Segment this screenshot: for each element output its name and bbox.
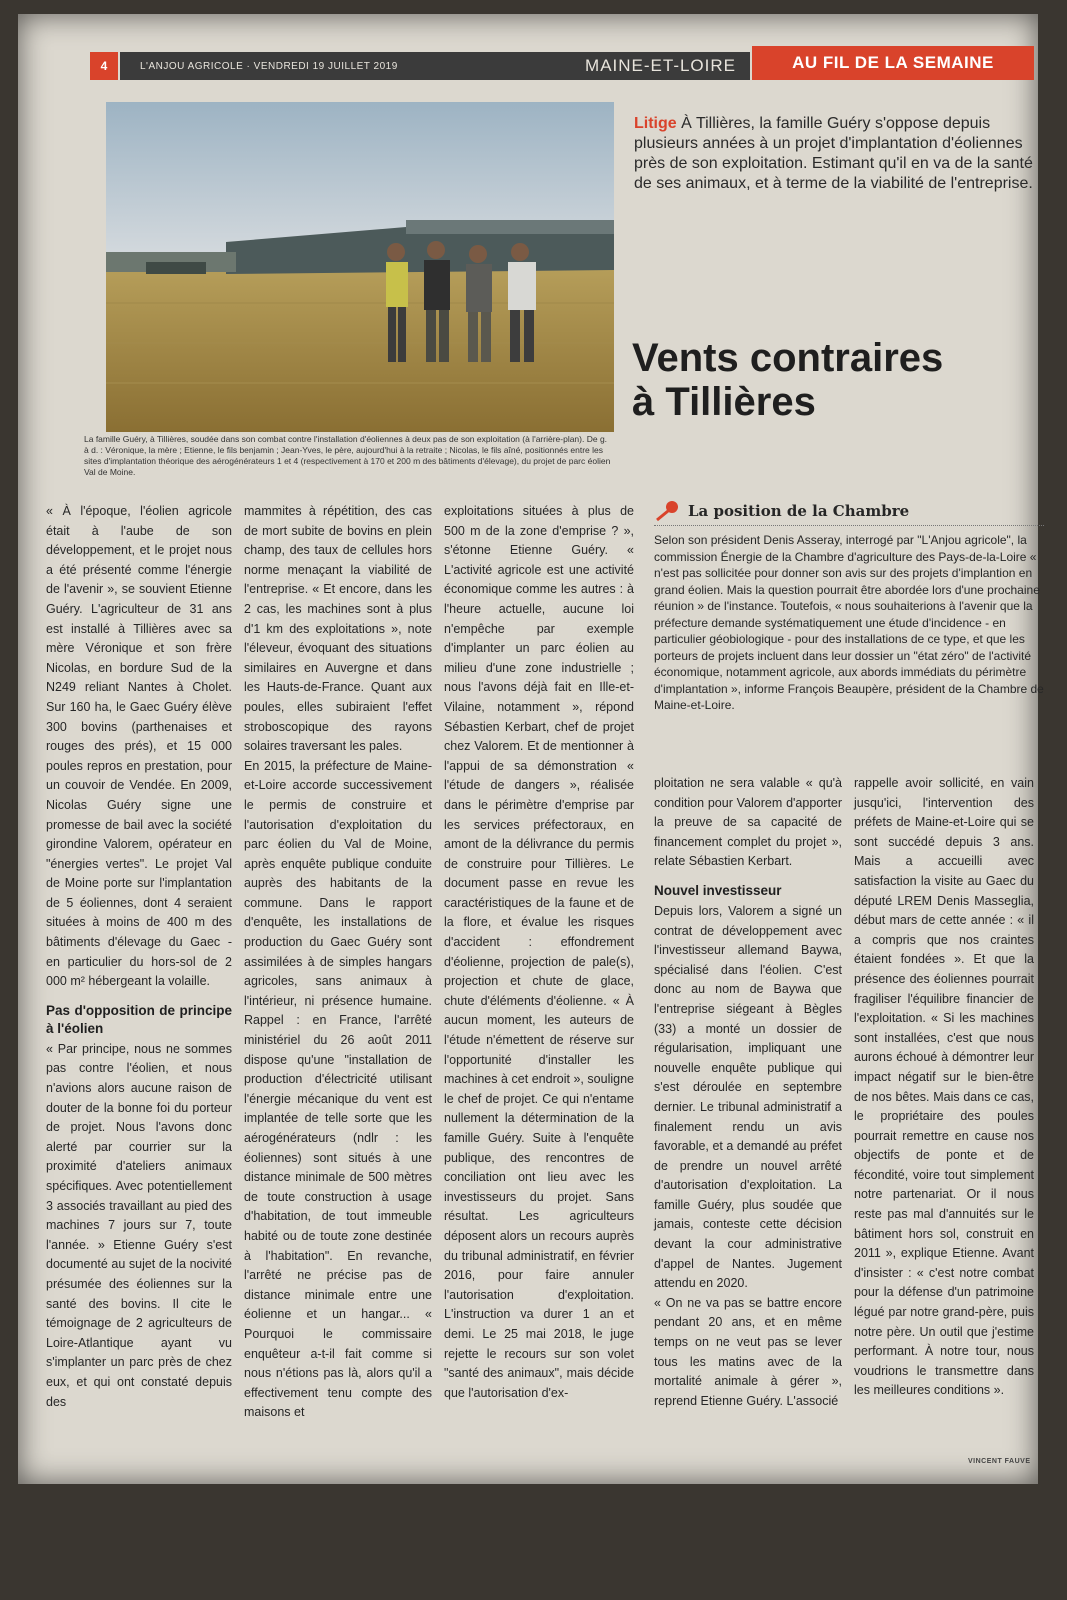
column-2-paragraph-2: En 2015, la préfecture de Maine-et-Loire accorde successivement le permis de construire et l'autorisation d'exploitation du parc éolien du Val de Moine, après enquête publique conduite auprès des habitants de la commune. Dans le rapport d'enquête, les installations de production du Gaec Guéry sont assimilées à de simples hangars agricoles, sans animaux à l'intérieur, ni présence humaine. Rappel : en France, l'arrêté ministériel du 26 août 2011 dispose qu'une "installation de production d'électricité utilisant l'énergie mécanique du vent est implantée de telle sorte que les aérogénérateurs (ndlr : les éoliennes) sont situés à une distance minimale de 500 mètres de toute construction à usage d'habitation, de tout immeuble habité ou de toute zone destinée à l'habitation". En revanche, l'arrêté ne précise pas de distance minimale entre une éolienne et un hangar... « Pourquoi le commissaire enquêteur a-t-il fait comme si nous n'étions pas là, alors qu'il a effectivement tenu compte des maisons et: [244, 758, 432, 1420]
column-1-subheading: Pas d'opposition de principe à l'éolien: [46, 1002, 232, 1036]
article-headline: [632, 336, 1052, 424]
photo-caption: La famille Guéry, à Tillières, soudée dans son combat contre l'installation d'éoliennes à deux pas de son exploitation (à l'arrière-plan). De g. à d. : Véronique, la mère ; Etienne, le fils benjamin ; Jean-Yves, le père, aujourd'hui à la retraite ; Nicolas, le fils aîné, positionnés entre les sites d'implantation théorique des aérogénérateurs 1 et 4 (respectivement à 170 et 200 m des bâtiments d'élevage), du projet de parc éolien Val de Moine.: [84, 434, 611, 477]
article-column-2: [244, 502, 432, 1423]
article-column-4: [654, 774, 842, 1411]
column-1-paragraph-1: « À l'époque, l'éolien agricole était à l'aube de son développement, et le projet nous a été présenté comme l'énergie de l'avenir », se souvient Etienne Guéry. L'agriculteur de 31 ans est installé à Tillières avec sa mère Véronique et son frère Nicolas, en bordure Sud de la N249 reliant Nantes à Cholet. Sur 160 ha, le Gaec Guéry élève 300 bovins (parthenaises et rouges des prés), et 15 000 poules repros en prestation, pour un couvoir de Vendée. En 2009, Nicolas Guéry signe une promesse de bail avec la société girondine Valorem, opérateur en "énergies vertes". Le projet Val de Moine porte sur l'implantation de 5 éoliennes, dont 4 seraient situées à moins de 400 m des bâtiments d'élevage du Gaec - en particulier du hors-sol de 2 000 m² hébergeant la volaille.: [46, 504, 232, 989]
author-signature: VINCENT FAUVE: [968, 1458, 1031, 1465]
article-intro: [634, 114, 1034, 194]
headline-line-1: Vents contraires: [632, 336, 944, 380]
page-header: [90, 44, 1034, 84]
article-column-3: [444, 502, 634, 1403]
family-photo: [106, 102, 614, 432]
page-number: 4: [90, 52, 118, 80]
photo-illustration: [106, 102, 614, 432]
column-1-paragraph-2: « Par principe, nous ne sommes pas contre l'éolien, et nous n'avions alors aucune raison de douter de la bonne foi du porteur de projet. Nous l'avons donc alerté par courrier sur la proximité d'ateliers animaux spécifiques. Avec potentiellement 3 associés travaillant au pied des machines 7 jours sur 7, toute l'année. » Etienne Guéry s'est documenté au sujet de la nocivité présumée des éoliennes sur la santé des bovins. Il cite le témoignage de 2 agriculteurs de Loire-Atlantique ayant vu s'implanter un parc près de chez eux, et qui ont constaté depuis des: [46, 1041, 232, 1409]
article-column-1: [46, 502, 232, 1412]
column-4-paragraph-1: ploitation ne sera valable « qu'à condition pour Valorem d'apporter la preuve de sa capacité de financement complet du projet », relate Sébastien Kerbart.: [654, 776, 842, 869]
column-3-paragraph-1: exploitations situées à plus de 500 m de la zone d'emprise ? », s'étonne Etienne Guéry. « L'activité agricole est une activité économique comme les autres : à l'heure actuelle, aucune loi n'empêche par exemple d'implanter un parc éolien au milieu d'une zone industrielle ; nous l'avons déjà fait en Ille-et-Vilaine, notamment », répond Sébastien Kerbart, chef de projet chez Valorem. Et de mentionner à l'appui de sa démonstration « l'étude de dangers », réalisée dans le périmètre d'emprise par les services préfectoraux, en amont de la délivrance du permis de construire pour Tillières. Le document passe en revue les caractéristiques de la faune et de la flore, et évalue les risques d'accident : effondrement d'éolienne, projection de pale(s), projection et chute de glace, chute d'éléments d'éolienne. « À aucun moment, les auteurs de l'étude n'émettent de réserve sur l'opportunité d'installer les machines à cet endroit », souligne le chef de projet. Ce qui n'entame nullement la détermination de la famille Guéry. Suite à l'enquête publique, des rencontres de conciliation ont lieu avec les investisseurs du projet. Sans résultat. Les agriculteurs déposent alors un recours auprès du tribunal administratif, en février 2016, pour faire annuler l'autorisation d'exploitation. L'instruction va durer 1 an et demi. Le 25 mai 2018, le juge rejette le recours sur son volet "santé des animaux", mais décide que l'autorisation d'ex-: [444, 504, 634, 1400]
column-4-subheading: Nouvel investisseur: [654, 882, 782, 898]
sidebar-box: [654, 500, 1044, 714]
column-4-paragraph-2: Depuis lors, Valorem a signé un contrat de développement avec l'investisseur allemand Baywa, spécialisé dans l'éolien. C'est donc au nom de Baywa que l'entreprise siégeant à Bègles (33) a monté un dossier de régularisation, impliquant une nouvelle enquête publique qui s'est déroulée en septembre dernier. Le tribunal administratif a finalement rendu un avis favorable, et a demandé au préfet de prendre un nouvel arrêté d'autorisation d'exploitation. La famille Guéry, plus soudée que jamais, conteste cette décision devant la cour administrative d'appel de Nantes. Jugement attendu en 2020.: [654, 903, 842, 1291]
column-2-paragraph-1: mammites à répétition, des cas de mort subite de bovins en plein champ, des taux de cellules hors norme menaçant la viabilité de l'entreprise. « Et encore, dans les 2 cas, les machines sont à plus d'1 km des exploitations », note l'éleveur, évoquant des situations similaires en Auvergne et dans les Hauts-de-France. Quant aux poules, elles subiraient l'effet stroboscopique des rayons solaires traversant les pales.: [244, 504, 432, 754]
sidebar-text: Selon son président Denis Asseray, interrogé par "L'Anjou agricole", la commission Énergie de la Chambre d'agriculture des Pays-de-la-Loire « n'est pas sollicitée pour donner son avis sur des projets d'implantion en grand éolien. Mais la question pourrait être abordée lors d'une prochaine réunion » de l'instance. Toutefois, « nous souhaiterions à l'avenir que la préfecture demande systématiquement une étude d'incidence - en particulier géobiologique - pour des installations de ce type, et que les porteurs de projets incluent dans leur dossier un "état zéro" de l'activité économique, notamment agricole, aux abords immédiats du périmètre d'implantation », informe François Beaupère, président de la Chambre de Maine-et-Loire.: [654, 533, 1044, 712]
sidebar-title: La position de la Chambre: [688, 501, 910, 520]
intro-text: À Tillières, la famille Guéry s'oppose depuis plusieurs années à un projet d'implantation d'éoliennes près de son exploitation. Estimant qu'il en va de la santé de ses animaux, et à terme de la viabilité de l'entreprise.: [634, 115, 1033, 192]
intro-kicker: Litige: [634, 115, 677, 132]
section-label: AU FIL DE LA SEMAINE: [752, 46, 1034, 80]
microphone-icon: [654, 500, 680, 522]
headline-line-2: à Tillières: [632, 380, 816, 424]
column-4-paragraph-3: « On ne va pas se battre encore pendant 20 ans, et en même temps on ne veut pas se lever tous les matins avec de la mortalité animale à gérer », reprend Etienne Guéry. L'associé: [654, 1295, 842, 1408]
paper-info-band: [120, 52, 750, 80]
sidebar-header: [654, 500, 1044, 526]
newspaper-page: [18, 14, 1044, 1484]
article-column-5: [854, 774, 1034, 1401]
column-5-paragraph-1: rappelle avoir sollicité, en vain jusqu'ici, l'intervention des préfets de Maine-et-Loire qui se sont succédé depuis 3 ans. Mais a accueilli avec satisfaction la visite au Gaec du député LREM Denis Masseglia, début mars de cette année : « il a compris que nos craintes étaient fondées ». Et que la présence des éoliennes pourrait fragiliser l'équilibre financier de l'exploitation. « Si les machines sont installées, c'est que nous aurons échoué à démontrer leur impact négatif sur le bien-être de nos bêtes. Mais dans ce cas, le propriétaire des poules pourrait remettre en cause nos objectifs de ponte et de fécondité, voire tout simplement notre partenariat. Or il nous reste pas mal d'annuités sur le bâtiment hors sol, construit en 2011 », explique Etienne. Avant d'insister : « c'est notre combat pour la défense d'un patrimoine légué par notre grand-père, puis notre père. Un outil que j'estime performant. À notre tour, nous voudrions le transmettre dans les meilleures conditions ».: [854, 776, 1034, 1398]
region-label: MAINE-ET-LOIRE: [585, 56, 736, 75]
paper-date-line: L'ANJOU AGRICOLE · VENDREDI 19 JUILLET 2019: [140, 60, 398, 72]
